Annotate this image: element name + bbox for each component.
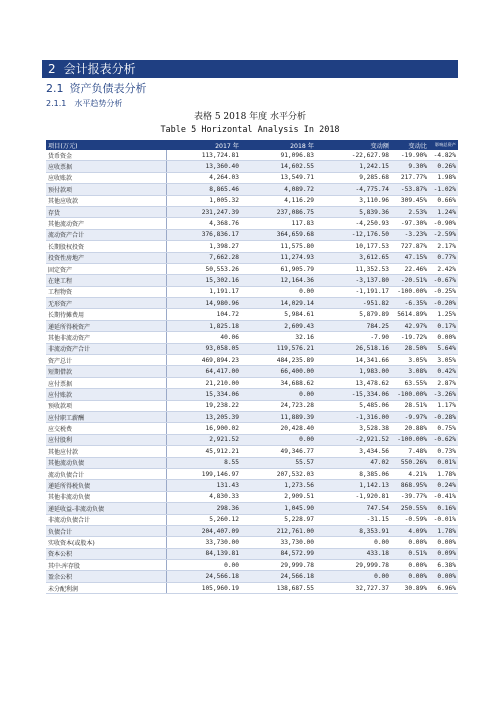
impact-total-assets: 2.87%	[429, 377, 458, 388]
table-row	[46, 150, 458, 161]
change-ratio: -53.87%	[391, 184, 429, 195]
value-2018: 55.57	[241, 457, 316, 468]
change-amount: 3,612.65	[316, 252, 391, 263]
impact-total-assets: 0.00%	[429, 537, 458, 548]
table-row	[46, 582, 458, 593]
impact-total-assets: -3.26%	[429, 389, 458, 400]
impact-total-assets: 0.42%	[429, 366, 458, 377]
change-ratio: 42.97%	[391, 320, 429, 331]
table-row	[46, 309, 458, 320]
row-item: 负债合计	[46, 525, 166, 536]
value-2018: 2,609.43	[241, 320, 316, 331]
impact-total-assets: 0.09%	[429, 548, 458, 559]
change-ratio: 5614.89%	[391, 309, 429, 320]
value-2017: 14,980.96	[166, 298, 241, 309]
subsubsection-number: 2.1.1	[46, 99, 67, 108]
change-amount: 784.25	[316, 320, 391, 331]
table-row	[46, 263, 458, 274]
value-2017: 7,662.28	[166, 252, 241, 263]
value-2018: 4,089.72	[241, 184, 316, 195]
value-2017: 19,238.22	[166, 400, 241, 411]
value-2017: 50,553.26	[166, 263, 241, 274]
value-2018: 5,984.61	[241, 309, 316, 320]
value-2018: 34,688.62	[241, 377, 316, 388]
value-2018: 212,761.00	[241, 525, 316, 536]
value-2017: 231,247.39	[166, 206, 241, 217]
row-item: 投资性房地产	[46, 252, 166, 263]
change-ratio: 0.00%	[391, 537, 429, 548]
change-ratio: 7.48%	[391, 446, 429, 457]
value-2017: 4,368.76	[166, 218, 241, 229]
impact-total-assets: 6.38%	[429, 560, 458, 571]
value-2017: 4,830.33	[166, 491, 241, 502]
table-row	[46, 468, 458, 479]
value-2017: 469,894.23	[166, 355, 241, 366]
section-number: 2	[48, 62, 56, 76]
table-row	[46, 161, 458, 172]
change-ratio: 2.53%	[391, 206, 429, 217]
change-amount: 8,385.06	[316, 468, 391, 479]
change-ratio: -100.00%	[391, 286, 429, 297]
table-row	[46, 423, 458, 434]
change-ratio: -6.35%	[391, 298, 429, 309]
impact-total-assets: 2.17%	[429, 241, 458, 252]
row-item: 实收资本(或股本)	[46, 537, 166, 548]
row-item: 固定资产	[46, 263, 166, 274]
change-ratio: 868.95%	[391, 480, 429, 491]
value-2017: 1,825.18	[166, 320, 241, 331]
impact-total-assets: -0.62%	[429, 434, 458, 445]
table-row	[46, 537, 458, 548]
value-2017: 376,836.17	[166, 229, 241, 240]
change-amount: -1,191.17	[316, 286, 391, 297]
table-row	[46, 286, 458, 297]
change-amount: 9,285.68	[316, 172, 391, 183]
impact-total-assets: 1.17%	[429, 400, 458, 411]
impact-total-assets: -2.59%	[429, 229, 458, 240]
value-2018: 66,400.00	[241, 366, 316, 377]
row-item: 流动负债合计	[46, 468, 166, 479]
change-amount: 0.00	[316, 571, 391, 582]
change-ratio: -100.00%	[391, 434, 429, 445]
row-item: 短期借款	[46, 366, 166, 377]
impact-total-assets: 0.66%	[429, 195, 458, 206]
impact-total-assets: 0.73%	[429, 446, 458, 457]
change-amount: 10,177.53	[316, 241, 391, 252]
value-2018: 1,273.56	[241, 480, 316, 491]
value-2017: 2,921.52	[166, 434, 241, 445]
value-2017: 1,005.32	[166, 195, 241, 206]
subsection-number: 2.1	[46, 82, 64, 95]
subsection-title: 资产负债表分析	[69, 82, 147, 95]
value-2017: 8,865.46	[166, 184, 241, 195]
value-2018: 0.00	[241, 434, 316, 445]
table-caption-english: Table 5 Horizontal Analysis In 2018	[160, 125, 340, 135]
value-2017: 40.06	[166, 332, 241, 343]
table-row	[46, 571, 458, 582]
change-amount: -3,137.80	[316, 275, 391, 286]
change-amount: 5,485.06	[316, 400, 391, 411]
impact-total-assets: 5.64%	[429, 343, 458, 354]
change-amount: -1,920.81	[316, 491, 391, 502]
value-2017: 13,360.40	[166, 161, 241, 172]
value-2018: 484,235.89	[241, 355, 316, 366]
row-item: 盈余公积	[46, 571, 166, 582]
value-2017: 13,205.39	[166, 411, 241, 422]
impact-total-assets: 0.17%	[429, 320, 458, 331]
row-item: 应付职工薪酬	[46, 411, 166, 422]
table-row	[46, 457, 458, 468]
row-item: 应收票据	[46, 161, 166, 172]
impact-total-assets: 0.16%	[429, 503, 458, 514]
change-ratio: 0.51%	[391, 548, 429, 559]
value-2017: 1,398.27	[166, 241, 241, 252]
value-2017: 298.36	[166, 503, 241, 514]
value-2018: 207,532.03	[241, 468, 316, 479]
value-2017: 16,900.02	[166, 423, 241, 434]
row-item: 工程物资	[46, 286, 166, 297]
impact-total-assets: 2.42%	[429, 263, 458, 274]
change-ratio: 0.00%	[391, 571, 429, 582]
row-item: 其他应付款	[46, 446, 166, 457]
table-row	[46, 218, 458, 229]
value-2018: 84,572.99	[241, 548, 316, 559]
value-2018: 91,096.83	[241, 150, 316, 161]
value-2018: 24,723.28	[241, 400, 316, 411]
horizontal-analysis-table	[46, 140, 458, 594]
header-change-ratio: 变动比	[391, 140, 429, 150]
impact-total-assets: -4.82%	[429, 150, 458, 161]
table-row	[46, 275, 458, 286]
impact-total-assets: -0.01%	[429, 514, 458, 525]
table-row	[46, 366, 458, 377]
value-2018: 14,029.14	[241, 298, 316, 309]
impact-total-assets: -0.20%	[429, 298, 458, 309]
impact-total-assets: 1.98%	[429, 172, 458, 183]
table-row	[46, 172, 458, 183]
header-impact-total-assets: 影响总资产	[429, 140, 458, 150]
row-item: 非流动负债合计	[46, 514, 166, 525]
change-amount: 747.54	[316, 503, 391, 514]
impact-total-assets: 1.24%	[429, 206, 458, 217]
impact-total-assets: 0.26%	[429, 161, 458, 172]
table-row	[46, 320, 458, 331]
change-ratio: 0.00%	[391, 560, 429, 571]
value-2017: 105,960.19	[166, 582, 241, 593]
change-amount: 1,142.13	[316, 480, 391, 491]
row-item: 递延所得税资产	[46, 320, 166, 331]
change-amount: 32,727.37	[316, 582, 391, 593]
change-ratio: 309.45%	[391, 195, 429, 206]
value-2018: 49,346.77	[241, 446, 316, 457]
impact-total-assets: -0.41%	[429, 491, 458, 502]
change-amount: -15,334.06	[316, 389, 391, 400]
value-2018: 14,602.55	[241, 161, 316, 172]
row-item: 预付款项	[46, 184, 166, 195]
change-ratio: 28.51%	[391, 400, 429, 411]
row-item: 无形资产	[46, 298, 166, 309]
section-heading	[42, 60, 458, 78]
change-ratio: -100.00%	[391, 389, 429, 400]
change-amount: -4,250.93	[316, 218, 391, 229]
row-item: 递延收益-非流动负债	[46, 503, 166, 514]
change-amount: -2,921.52	[316, 434, 391, 445]
impact-total-assets: 3.05%	[429, 355, 458, 366]
row-item: 未分配利润	[46, 582, 166, 593]
header-2018: 2018 年	[241, 140, 316, 150]
change-ratio: -9.97%	[391, 411, 429, 422]
change-amount: 29,999.78	[316, 560, 391, 571]
row-item: 应交税费	[46, 423, 166, 434]
change-ratio: 28.50%	[391, 343, 429, 354]
change-amount: 3,110.96	[316, 195, 391, 206]
row-item: 应付票据	[46, 377, 166, 388]
change-ratio: -0.59%	[391, 514, 429, 525]
change-ratio: 20.88%	[391, 423, 429, 434]
value-2017: 131.43	[166, 480, 241, 491]
change-amount: -7.90	[316, 332, 391, 343]
impact-total-assets: 0.00%	[429, 332, 458, 343]
table-row	[46, 298, 458, 309]
change-ratio: 22.46%	[391, 263, 429, 274]
value-2017: 1,191.17	[166, 286, 241, 297]
table-row	[46, 377, 458, 388]
change-amount: 1,983.00	[316, 366, 391, 377]
value-2017: 33,730.00	[166, 537, 241, 548]
change-amount: 433.18	[316, 548, 391, 559]
table-row	[46, 480, 458, 491]
table-row	[46, 343, 458, 354]
value-2018: 32.16	[241, 332, 316, 343]
value-2018: 0.00	[241, 389, 316, 400]
value-2017: 199,146.97	[166, 468, 241, 479]
row-item: 存货	[46, 206, 166, 217]
value-2017: 204,407.09	[166, 525, 241, 536]
value-2017: 64,417.00	[166, 366, 241, 377]
impact-total-assets: -0.67%	[429, 275, 458, 286]
change-amount: 1,242.15	[316, 161, 391, 172]
header-2017: 2017 年	[166, 140, 241, 150]
row-item: 资本公积	[46, 548, 166, 559]
table-row	[46, 514, 458, 525]
impact-total-assets: 0.77%	[429, 252, 458, 263]
table-row	[46, 184, 458, 195]
change-amount: 47.02	[316, 457, 391, 468]
row-item: 其他流动资产	[46, 218, 166, 229]
subsubsection-title: 水平趋势分析	[74, 99, 123, 108]
row-item: 长期股权投资	[46, 241, 166, 252]
impact-total-assets: 1.78%	[429, 468, 458, 479]
change-ratio: -20.51%	[391, 275, 429, 286]
value-2018: 13,549.71	[241, 172, 316, 183]
value-2018: 364,659.68	[241, 229, 316, 240]
change-ratio: -39.77%	[391, 491, 429, 502]
value-2018: 4,116.29	[241, 195, 316, 206]
value-2018: 20,428.40	[241, 423, 316, 434]
change-amount: 11,352.53	[316, 263, 391, 274]
subsubsection-heading	[46, 98, 122, 109]
change-amount: 26,518.16	[316, 343, 391, 354]
change-ratio: 9.30%	[391, 161, 429, 172]
table-row	[46, 560, 458, 571]
row-item: 在建工程	[46, 275, 166, 286]
impact-total-assets: 1.25%	[429, 309, 458, 320]
impact-total-assets: 1.78%	[429, 525, 458, 536]
header-item: 项目(万元)	[46, 140, 166, 150]
value-2017: 84,139.81	[166, 548, 241, 559]
row-item: 其他流动负债	[46, 457, 166, 468]
value-2018: 1,045.90	[241, 503, 316, 514]
change-ratio: 4.21%	[391, 468, 429, 479]
table-row	[46, 206, 458, 217]
row-item: 长期待摊费用	[46, 309, 166, 320]
value-2017: 5,260.12	[166, 514, 241, 525]
value-2017: 93,058.05	[166, 343, 241, 354]
change-amount: 5,879.89	[316, 309, 391, 320]
value-2018: 119,576.21	[241, 343, 316, 354]
row-item: 递延所得税负债	[46, 480, 166, 491]
change-ratio: 217.77%	[391, 172, 429, 183]
subsection-heading	[46, 82, 147, 96]
row-item: 其他非流动负债	[46, 491, 166, 502]
value-2018: 11,274.93	[241, 252, 316, 263]
table-header-row	[46, 140, 458, 150]
value-2018: 24,566.18	[241, 571, 316, 582]
change-ratio: 4.09%	[391, 525, 429, 536]
change-amount: -22,627.98	[316, 150, 391, 161]
table-row	[46, 195, 458, 206]
value-2017: 113,724.81	[166, 150, 241, 161]
change-ratio: -3.23%	[391, 229, 429, 240]
row-item: 资产总计	[46, 355, 166, 366]
table-row	[46, 229, 458, 240]
change-amount: 3,434.56	[316, 446, 391, 457]
change-amount: 14,341.66	[316, 355, 391, 366]
table-row	[46, 548, 458, 559]
impact-total-assets: 0.01%	[429, 457, 458, 468]
value-2017: 45,912.21	[166, 446, 241, 457]
change-amount: -951.82	[316, 298, 391, 309]
change-ratio: -97.30%	[391, 218, 429, 229]
value-2017: 15,334.06	[166, 389, 241, 400]
change-ratio: 727.87%	[391, 241, 429, 252]
impact-total-assets: 0.00%	[429, 571, 458, 582]
row-item: 非流动资产合计	[46, 343, 166, 354]
table-row	[46, 503, 458, 514]
value-2018: 5,228.97	[241, 514, 316, 525]
table-row	[46, 411, 458, 422]
table-row	[46, 355, 458, 366]
value-2018: 12,164.36	[241, 275, 316, 286]
table-row	[46, 400, 458, 411]
section-title: 会计报表分析	[63, 62, 136, 76]
value-2018: 2,909.51	[241, 491, 316, 502]
change-amount: -1,316.00	[316, 411, 391, 422]
value-2017: 104.72	[166, 309, 241, 320]
value-2018: 11,575.80	[241, 241, 316, 252]
value-2017: 4,264.03	[166, 172, 241, 183]
value-2018: 33,730.00	[241, 537, 316, 548]
table-row	[46, 241, 458, 252]
row-item: 货币资金	[46, 150, 166, 161]
change-ratio: 63.55%	[391, 377, 429, 388]
table-row	[46, 332, 458, 343]
value-2018: 117.83	[241, 218, 316, 229]
value-2018: 11,889.39	[241, 411, 316, 422]
table-row	[46, 491, 458, 502]
value-2018: 0.00	[241, 286, 316, 297]
change-amount: 5,839.36	[316, 206, 391, 217]
change-ratio: 550.26%	[391, 457, 429, 468]
row-item: 其中:库存股	[46, 560, 166, 571]
row-item: 流动资产合计	[46, 229, 166, 240]
change-ratio: 3.08%	[391, 366, 429, 377]
row-item: 应付股利	[46, 434, 166, 445]
change-amount: -31.15	[316, 514, 391, 525]
table-row	[46, 434, 458, 445]
change-amount: 13,478.62	[316, 377, 391, 388]
change-ratio: -19.90%	[391, 150, 429, 161]
impact-total-assets: 0.75%	[429, 423, 458, 434]
value-2018: 29,999.78	[241, 560, 316, 571]
table-row	[46, 525, 458, 536]
value-2017: 15,302.16	[166, 275, 241, 286]
table-caption-chinese: 表格 5 2018 年度 水平分析	[193, 112, 307, 122]
change-amount: 8,353.91	[316, 525, 391, 536]
table-row	[46, 389, 458, 400]
header-change-amount: 变动额	[316, 140, 391, 150]
change-ratio: 47.15%	[391, 252, 429, 263]
impact-total-assets: -1.02%	[429, 184, 458, 195]
impact-total-assets: -0.25%	[429, 286, 458, 297]
change-amount: 3,528.38	[316, 423, 391, 434]
table-row	[46, 252, 458, 263]
value-2018: 61,905.79	[241, 263, 316, 274]
value-2017: 8.55	[166, 457, 241, 468]
table-body	[46, 150, 458, 594]
impact-total-assets: 6.96%	[429, 582, 458, 593]
value-2017: 21,210.00	[166, 377, 241, 388]
change-ratio: 30.89%	[391, 582, 429, 593]
impact-total-assets: -0.90%	[429, 218, 458, 229]
row-item: 应付账款	[46, 389, 166, 400]
change-ratio: -19.72%	[391, 332, 429, 343]
change-amount: -4,775.74	[316, 184, 391, 195]
row-item: 应收账款	[46, 172, 166, 183]
row-item: 其他非流动资产	[46, 332, 166, 343]
table-row	[46, 446, 458, 457]
value-2018: 237,086.75	[241, 206, 316, 217]
row-item: 预收款项	[46, 400, 166, 411]
change-ratio: 3.05%	[391, 355, 429, 366]
change-amount: -12,176.50	[316, 229, 391, 240]
impact-total-assets: 0.24%	[429, 480, 458, 491]
change-amount: 0.00	[316, 537, 391, 548]
value-2017: 0.00	[166, 560, 241, 571]
value-2017: 24,566.18	[166, 571, 241, 582]
value-2018: 138,687.55	[241, 582, 316, 593]
change-ratio: 250.55%	[391, 503, 429, 514]
row-item: 其他应收款	[46, 195, 166, 206]
impact-total-assets: -0.28%	[429, 411, 458, 422]
